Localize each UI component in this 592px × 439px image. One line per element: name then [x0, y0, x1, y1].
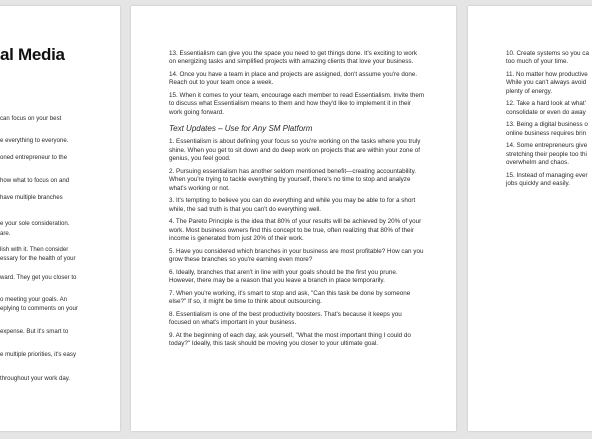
- paragraph: [506, 172, 592, 189]
- paragraph: 13. Essentialism can give you the space you need to get things done. It's exciting to work on energizing tasks and simplified projects with amazing clients that love your business.: [169, 50, 417, 66]
- paragraph-line: too much of your time.: [506, 58, 569, 66]
- paragraph: [506, 50, 592, 67]
- document-page-center: [131, 6, 456, 431]
- paragraph: 9. At the beginning of each day, ask yourself, "What the most important thing I could do today?" Ideally, this task should be moving you closer to your ultimate goal.: [169, 331, 411, 348]
- left-page-line: can focus on your best: [0, 115, 62, 122]
- center-page-text: [169, 50, 425, 348]
- left-page-line: how what to focus on and: [0, 177, 70, 184]
- right-page-text: [506, 50, 592, 189]
- paragraph: 15. When it comes to your team, encourage each member to read Essentialism. Invite them to discuss what Essentialism means to them and how they'd like to implement it in their work going forward.: [169, 92, 425, 116]
- left-page-line: e your sole consideration.: [0, 220, 70, 227]
- left-page-line: have multiple branches: [0, 194, 63, 201]
- paragraph-line: 10. Create systems so you ca: [506, 50, 589, 57]
- paragraph-line: 11. No matter how productive: [506, 71, 588, 78]
- left-page-line: eplying to comments on your: [0, 305, 78, 312]
- left-page-line: are.: [0, 230, 11, 237]
- left-page-line: expense. But it's smart to: [0, 328, 69, 335]
- left-page-line: essary for the health of your: [0, 255, 76, 262]
- paragraph: [506, 121, 592, 138]
- left-page-line: e everything to everyone.: [0, 137, 69, 144]
- left-page-line: o meeting your goals. An: [0, 296, 68, 303]
- paragraph-line: 14. Some entrepreneurs give: [506, 142, 588, 150]
- paragraph-line: online business requires brin: [506, 129, 587, 137]
- section-heading: Text Updates – Use for Any SM Platform: [169, 124, 313, 134]
- left-page-line: oned entrepreneur to the: [0, 154, 68, 161]
- paragraph: 1. Essentialism is about defining your focus so you're working on the tasks where you truly shine. When you get to sit down and do deep work on projects that are within your zone of genius, you feel good.: [169, 138, 421, 163]
- left-page-line: e multiple priorities, it's easy: [0, 351, 77, 358]
- document-page-left: [0, 6, 120, 431]
- paragraph: 4. The Pareto Principle is the idea that 80% of your results will be achieved by 20% of your work. Most business owners find this concept to be true, often realizing that 80% of their income is generated from just 20% of their work.: [169, 218, 422, 243]
- paragraph-line: stretching their people too thi: [506, 150, 587, 158]
- paragraph-line: jobs quickly and easily.: [506, 180, 570, 188]
- paragraph: [506, 71, 592, 96]
- page-title: al Media: [0, 45, 65, 64]
- paragraph-line: 12. Take a hard look at what': [506, 100, 586, 108]
- paragraph-line: 15. Instead of managing ever: [506, 171, 588, 179]
- paragraph-line: 13. Being a digital business o: [506, 121, 588, 129]
- paragraph: 5. Have you considered which branches in your business are most profitable? How can you grow these branches so you're earning even more?: [169, 247, 424, 264]
- paragraph: 14. Once you have a team in place and projects are assigned, don't assume you're done. Reach out to your team once a week.: [169, 71, 418, 87]
- paragraph-line: While you can't always avoid: [506, 79, 587, 87]
- paragraph: 6. Ideally, branches that aren't in line with your goals should be the first you prune. However, there may be a reason that you leave a branch in place temporarily.: [169, 268, 398, 285]
- paragraph: 8. Essentialism is one of the best productivity boosters. That's because it keeps you focused on what's important in your business.: [169, 310, 402, 327]
- paragraph: 2. Pursuing essentialism has another seldom mentioned benefit—creating accountability. When you're trying to tackle everything by yourself, there's no time to stop and analyze what's working or not.: [169, 167, 416, 192]
- document-page-right: [468, 6, 592, 431]
- paragraph: [506, 142, 592, 167]
- paragraph-line: plenty of energy.: [506, 87, 553, 95]
- left-page-line: throughout your work day.: [0, 375, 71, 382]
- left-page-line: lish with it. Then consider: [0, 246, 69, 253]
- paragraph: 7. When you're working, it's smart to stop and ask, "Can this task be done by someone else?" If so, it might be time to think about outsourcing.: [169, 289, 411, 306]
- paragraph: [506, 100, 592, 117]
- paragraph-line: overwhelm and chaos.: [506, 159, 570, 167]
- paragraph-line: consolidate or even do away: [506, 108, 586, 116]
- left-page-line: ward. They get you closer to: [0, 274, 77, 281]
- paragraph: 3. It's tempting to believe you can do everything and while you may be able to for a short while, the sad truth is that you can't do everything well.: [169, 197, 416, 213]
